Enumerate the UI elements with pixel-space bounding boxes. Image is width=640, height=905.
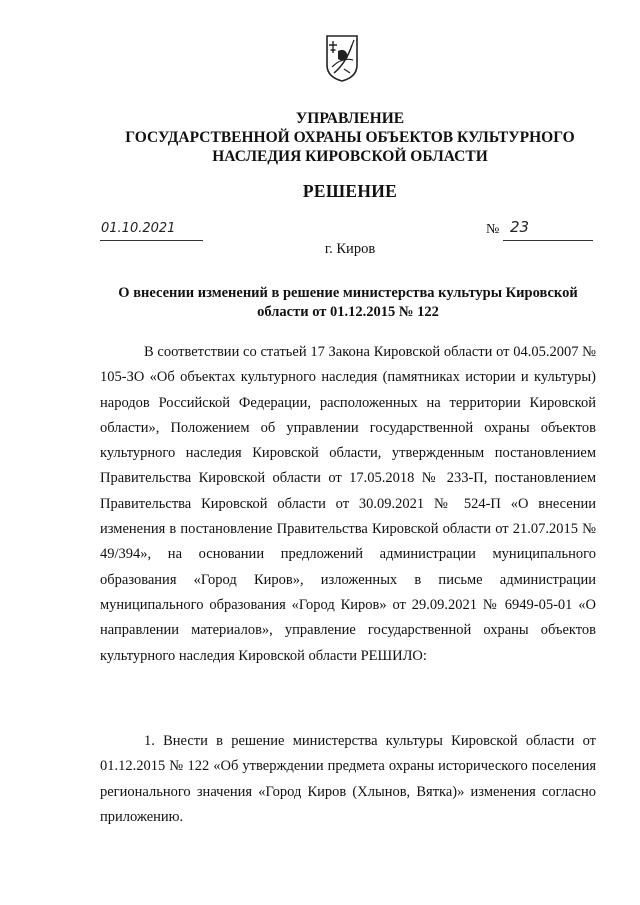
document-type-title: РЕШЕНИЕ	[302, 181, 398, 201]
authority-line-3: НАСЛЕДИЯ КИРОВСКОЙ ОБЛАСТИ	[212, 148, 488, 165]
authority-line-2: ГОСУДАРСТВЕННОЙ ОХРАНЫ ОБЪЕКТОВ КУЛЬТУРНОГО	[125, 129, 575, 146]
document-date: 01.10.2021	[101, 221, 176, 236]
body-paragraph-item-1: 1. Внести в решение министерства культуры Кировской области от 01.12.2015 № 122 «Об утверждении предмета охраны исторического поселения регионального значения «Город Киров (Хлынов, Вятка)» изменения согласно приложению.	[100, 733, 596, 825]
authority-line-1: УПРАВЛЕНИЕ	[295, 110, 405, 127]
subject-line-1: О внесении изменений в решение министерства культуры Кировской	[118, 285, 578, 301]
body-paragraph-preamble: В соответствии со статьей 17 Закона Кировской области от 04.05.2007 № 105-ЗО «Об объектах культурного наследия (памятниках истории и культуры) народов Российской Федерации, расположенных на территории Кировской области», Положением об управлении государственной охраны объектов культурного наследия Кировской области, утвержденным постановлением Правительства Кировской области от 17.05.2018 № 233-П, постановлением Правительства Кировской области от 30.09.2021 № 524-П «О внесении изменения в постановление Правительства Кировской области от 21.07.2015 № 49/394», на основании предложений администрации муниципального образования «Город Киров», изложенных в письме администрации муниципального образования «Город Киров» от 29.09.2021 № 6949-05-01 «О направлении материалов», управление государственной охраны объектов культурного наследия Кировской области РЕШИЛО:	[100, 344, 596, 664]
coat-of-arms-emblem	[324, 33, 360, 83]
subject-line-2: области от 01.12.2015 № 122	[257, 304, 439, 320]
document-subject	[100, 284, 596, 322]
issuing-authority	[60, 109, 640, 166]
number-label: №	[486, 222, 500, 237]
city-location: г. Киров	[324, 241, 376, 257]
document-number: 23	[510, 218, 530, 236]
